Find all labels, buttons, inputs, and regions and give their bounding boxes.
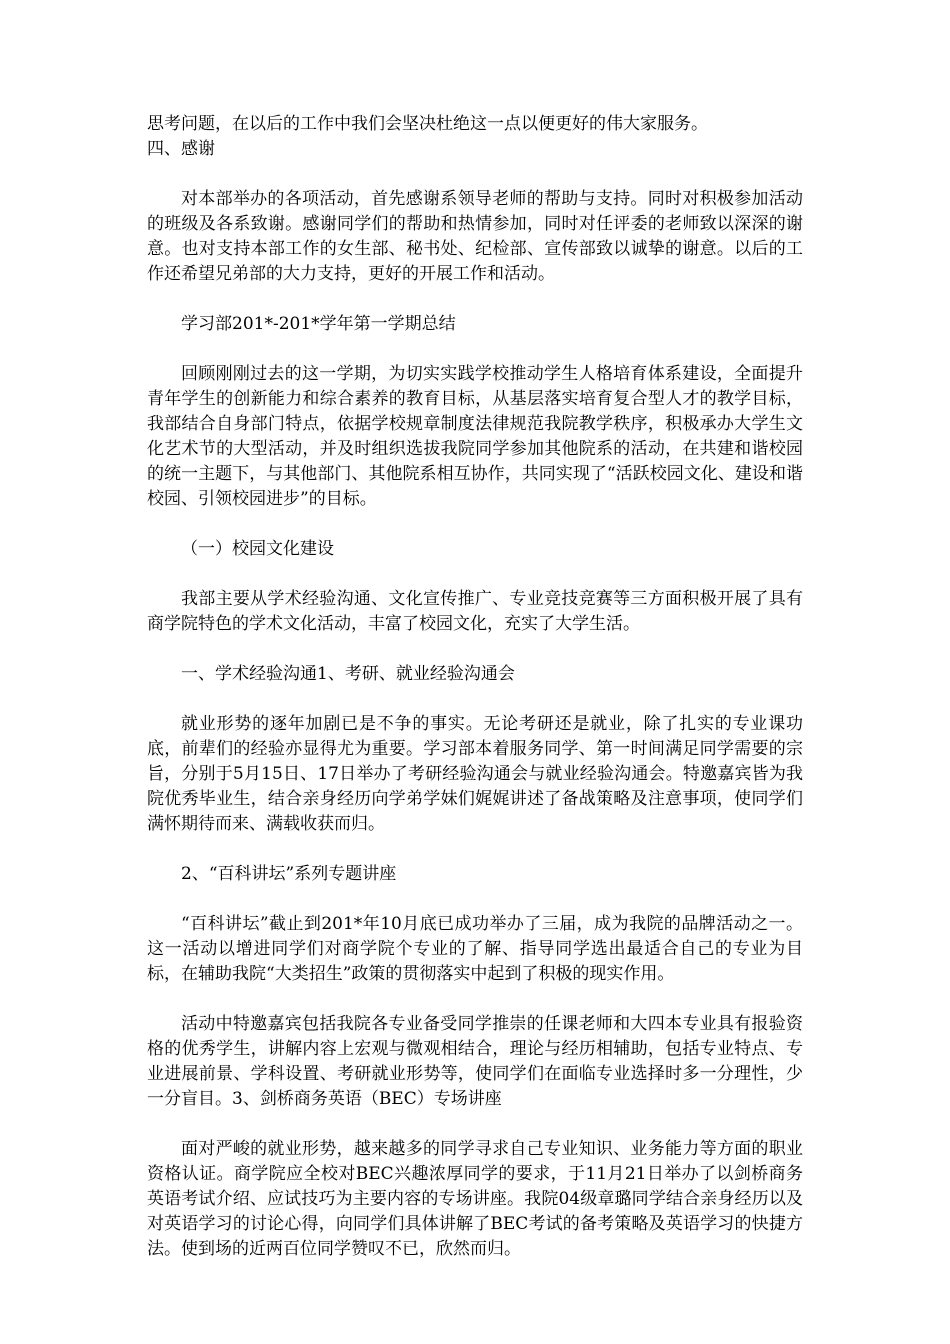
document-page [147,112,803,1262]
section-heading-lecture-series: 2、“百科讲坛”系列专题讲座 [181,864,397,884]
paragraph-review: 回顾刚刚过去的这一学期，为切实实践学校推动学生人格培育体系建设，全面提升青年学生的创新能力和综合素养的教育目标，从基层落实培育复合型人才的教学目标，我部结合自身部门特点，依据学校规章制度法律规范我院教学秩序，积极承办大学生文化艺术节的大型活动，并及时组织选拔我院同学参加其他院系的活动，在共建和谐校园的统一主题下，与其他部门、其他院系相互协作，共同实现了“活跃校园文化、建设和谐校园、引领校园进步”的目标。 [147,364,803,509]
paragraph-lecture-guests: 活动中特邀嘉宾包括我院各专业备受同学推崇的任课老师和大四本专业具有报验资格的优秀学生，讲解内容上宏观与微观相结合，理论与经历相辅助，包括专业特点、专业进展前景、学科设置、考研就业形势等，使同学们在面临专业选择时多一分理性，少一分盲目。3、剑桥商务英语（BEC）专场讲座 [147,1014,803,1109]
paragraph-thanks: 对本部举办的各项活动，首先感谢系领导老师的帮助与支持。同时对积极参加活动的班级及各系致谢。感谢同学们的帮助和热情参加，同时对任评委的老师致以深深的谢意。也对支持本部工作的女生部、秘书处、纪检部、宣传部致以诚挚的谢意。以后的工作还希望兄弟部的大力支持，更好的开展工作和活动。 [147,189,803,284]
paragraph-lecture-series: “百科讲坛”截止到201*年10月底已成功举办了三届，成为我院的品牌活动之一。这一活动以增进同学们对商学院个专业的了解、指导同学选出最适合自己的专业为目标，在辅助我院“大类招生”政策的贯彻落实中起到了积极的现实作用。 [147,914,803,984]
paragraph-continuation: 思考问题，在以后的工作中我们会坚决杜绝这一点以便更好的伟大家服务。 [147,114,708,134]
paragraph-bec: 面对严峻的就业形势，越来越多的同学寻求自己专业知识、业务能力等方面的职业资格认证。商学院应全校对BEC兴趣浓厚同学的要求，于11月21日举办了以剑桥商务英语考试介绍、应试技巧为主要内容的专场讲座。我院04级章璐同学结合亲身经历以及对英语学习的讨论心得，向同学们具体讲解了BEC考试的备考策略及英语学习的快捷方法。使到场的近两百位同学赞叹不已，欣然而归。 [147,1139,803,1259]
section-heading-campus-culture: （一）校园文化建设 [181,539,334,559]
section-heading-academic-exchange: 一、学术经验沟通1、考研、就业经验沟通会 [181,664,515,684]
document-title: 学习部201*-201*学年第一学期总结 [181,314,456,334]
section-heading-thanks: 四、感谢 [147,139,215,159]
paragraph-employment: 就业形势的逐年加剧已是不争的事实。无论考研还是就业，除了扎实的专业课功底，前辈们的经验亦显得尤为重要。学习部本着服务同学、第一时间满足同学需要的宗旨，分别于5月15日、17日举办了考研经验沟通会与就业经验沟通会。特邀嘉宾皆为我院优秀毕业生，结合亲身经历向学弟学妹们娓娓讲述了备战策略及注意事项，使同学们满怀期待而来、满载收获而归。 [147,714,803,834]
paragraph-campus-culture: 我部主要从学术经验沟通、文化宣传推广、专业竞技竞赛等三方面积极开展了具有商学院特色的学术文化活动，丰富了校园文化，充实了大学生活。 [147,589,803,634]
